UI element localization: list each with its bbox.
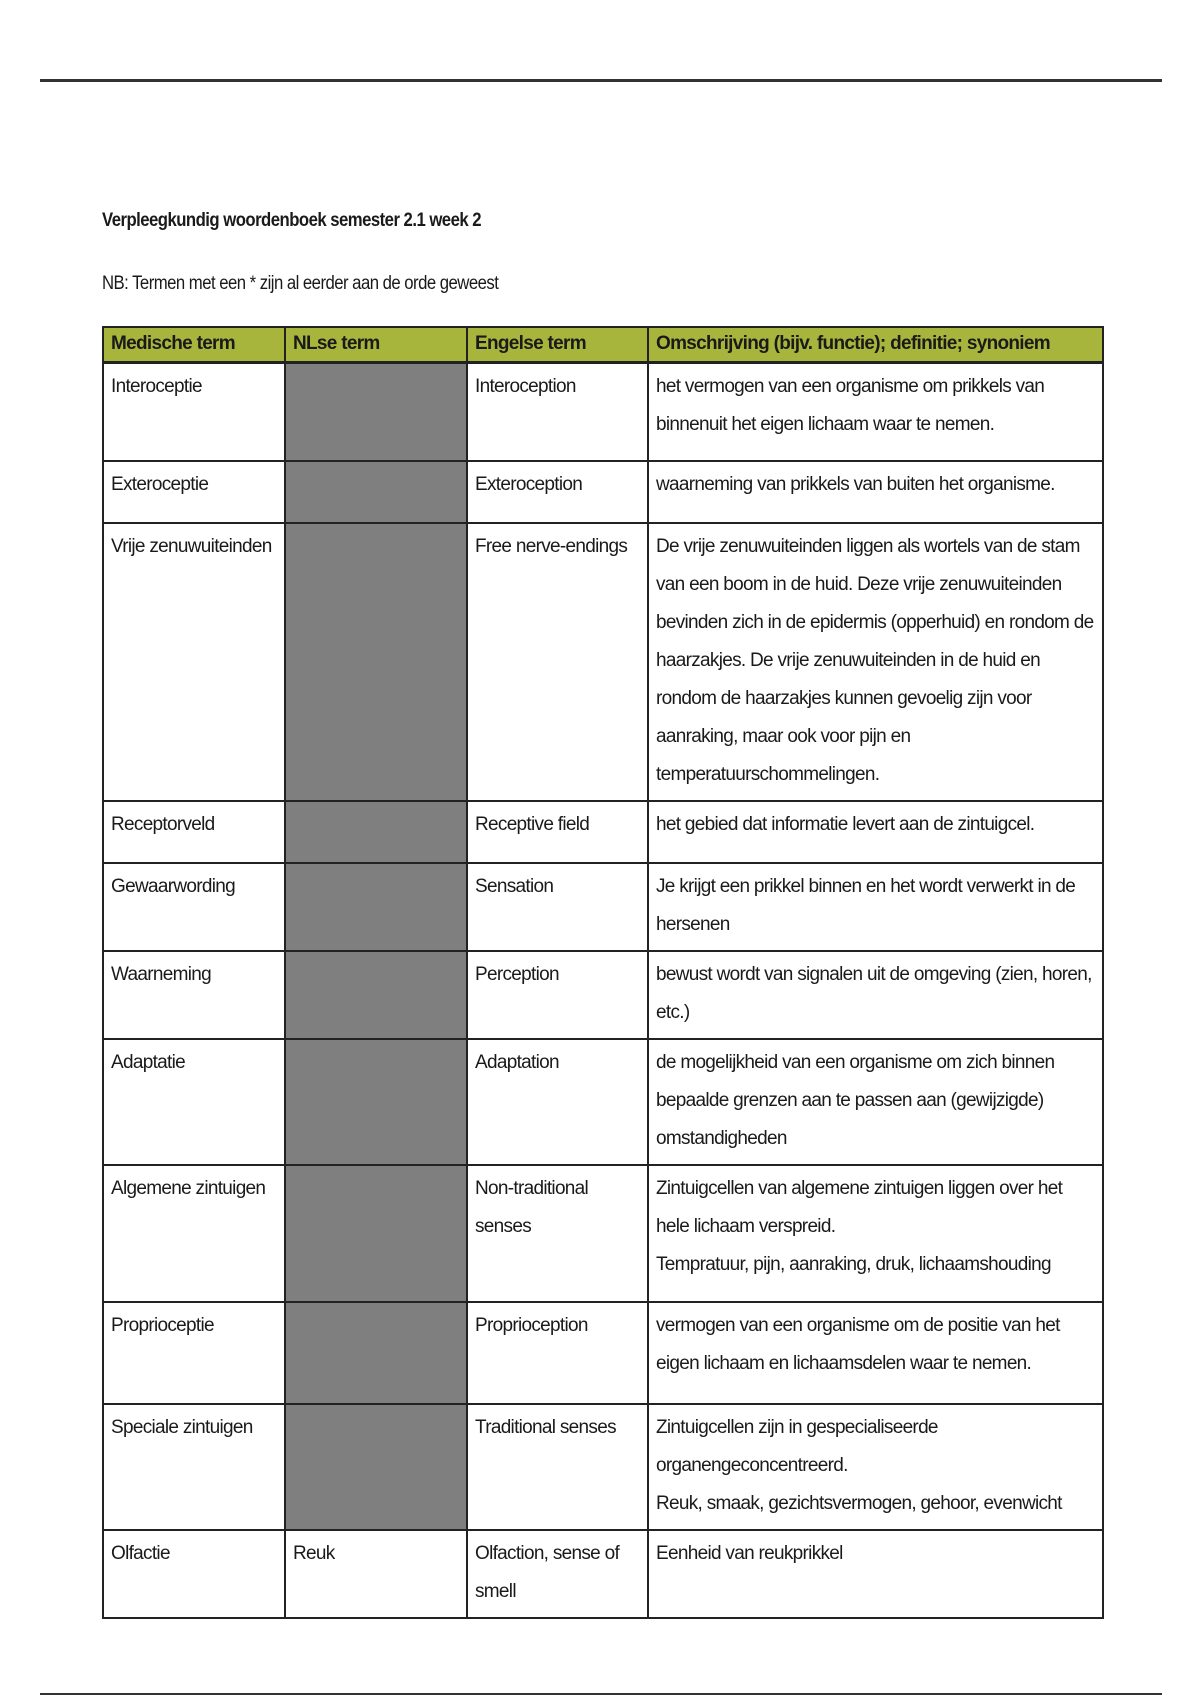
cell-dutch-term: Reuk — [285, 1530, 467, 1618]
cell-english-term: Olfaction, sense of smell — [467, 1530, 648, 1618]
cell-description: waarneming van prikkels van buiten het organisme. — [648, 461, 1103, 523]
cell-english-term: Traditional senses — [467, 1404, 648, 1530]
cell-description: de mogelijkheid van een organisme om zich binnen bepaalde grenzen aan te passen aan (gewijzigde) omstandigheden — [648, 1039, 1103, 1165]
table-row — [103, 801, 1103, 863]
table-row — [103, 363, 1103, 461]
cell-medical-term: Exteroceptie — [103, 461, 285, 523]
cell-dutch-term — [285, 523, 467, 801]
cell-description: het vermogen van een organisme om prikkels van binnenuit het eigen lichaam waar te nemen. — [648, 363, 1103, 461]
description-extra-text: Tempratuur, pijn, aanraking, druk, lichaamshouding — [656, 1253, 1051, 1275]
cell-english-term: Receptive field — [467, 801, 648, 863]
cell-description: Eenheid van reukprikkel — [648, 1530, 1103, 1618]
document-note: NB: Termen met een * zijn al eerder aan de orde geweest — [102, 273, 499, 294]
cell-medical-term: Olfactie — [103, 1530, 285, 1618]
cell-english-term: Free nerve-endings — [467, 523, 648, 801]
cell-description: Je krijgt een prikkel binnen en het wordt verwerkt in de hersenen — [648, 863, 1103, 951]
cell-description: vermogen van een organisme om de positie van het eigen lichaam en lichaamsdelen waar te nemen. — [648, 1302, 1103, 1404]
description-extra-text: Reuk, smaak, gezichtsvermogen, gehoor, evenwicht — [656, 1492, 1062, 1514]
cell-medical-term: Adaptatie — [103, 1039, 285, 1165]
header-description: Omschrijving (bijv. functie); definitie; synoniem — [648, 327, 1103, 363]
table-row — [103, 461, 1103, 523]
description-text: Zintuigcellen zijn in gespecialiseerde organengeconcentreerd. — [656, 1416, 938, 1476]
cell-description — [648, 1165, 1103, 1302]
header-english-term: Engelse term — [467, 327, 648, 363]
cell-english-term: Sensation — [467, 863, 648, 951]
header-dutch-term: NLse term — [285, 327, 467, 363]
table-row — [103, 1039, 1103, 1165]
cell-description — [648, 1404, 1103, 1530]
table-row — [103, 1404, 1103, 1530]
document-title: Verpleegkundig woordenboek semester 2.1 week 2 — [102, 210, 482, 231]
cell-english-term: Non-traditional senses — [467, 1165, 648, 1302]
cell-dutch-term — [285, 951, 467, 1039]
table-row — [103, 863, 1103, 951]
cell-english-term: Interoception — [467, 363, 648, 461]
cell-english-term: Perception — [467, 951, 648, 1039]
glossary-table — [102, 326, 1104, 1619]
cell-medical-term: Algemene zintuigen — [103, 1165, 285, 1302]
header-medical-term: Medische term — [103, 327, 285, 363]
description-text: Zintuigcellen van algemene zintuigen liggen over het hele lichaam verspreid. — [656, 1177, 1063, 1237]
cell-dutch-term — [285, 461, 467, 523]
header-rule — [40, 79, 1162, 82]
table-row — [103, 1165, 1103, 1302]
cell-medical-term: Interoceptie — [103, 363, 285, 461]
table-row — [103, 951, 1103, 1039]
table-row — [103, 1302, 1103, 1404]
cell-english-term: Exteroception — [467, 461, 648, 523]
cell-medical-term: Proprioceptie — [103, 1302, 285, 1404]
cell-dutch-term — [285, 863, 467, 951]
cell-dutch-term — [285, 1404, 467, 1530]
cell-english-term: Adaptation — [467, 1039, 648, 1165]
cell-medical-term: Vrije zenuwuiteinden — [103, 523, 285, 801]
table-row — [103, 523, 1103, 801]
cell-english-term: Proprioception — [467, 1302, 648, 1404]
cell-dutch-term — [285, 1302, 467, 1404]
cell-description: het gebied dat informatie levert aan de zintuigcel. — [648, 801, 1103, 863]
table-header-row — [103, 327, 1103, 363]
cell-description: bewust wordt van signalen uit de omgeving (zien, horen, etc.) — [648, 951, 1103, 1039]
cell-dutch-term — [285, 1165, 467, 1302]
footer-rule — [40, 1693, 1162, 1695]
cell-medical-term: Gewaarwording — [103, 863, 285, 951]
cell-dutch-term — [285, 801, 467, 863]
cell-dutch-term — [285, 1039, 467, 1165]
cell-medical-term: Speciale zintuigen — [103, 1404, 285, 1530]
cell-medical-term: Receptorveld — [103, 801, 285, 863]
cell-dutch-term — [285, 363, 467, 461]
cell-medical-term: Waarneming — [103, 951, 285, 1039]
table-row — [103, 1530, 1103, 1618]
cell-description: De vrije zenuwuiteinden liggen als wortels van de stam van een boom in de huid. Deze vrije zenuwuiteinden bevinden zich in de epidermis (opperhuid) en rondom de haarzakjes. De vrije zenuwuiteinden in de huid en rondom de haarzakjes kunnen gevoelig zijn voor aanraking, maar ook voor pijn en temperatuurschommelingen. — [648, 523, 1103, 801]
